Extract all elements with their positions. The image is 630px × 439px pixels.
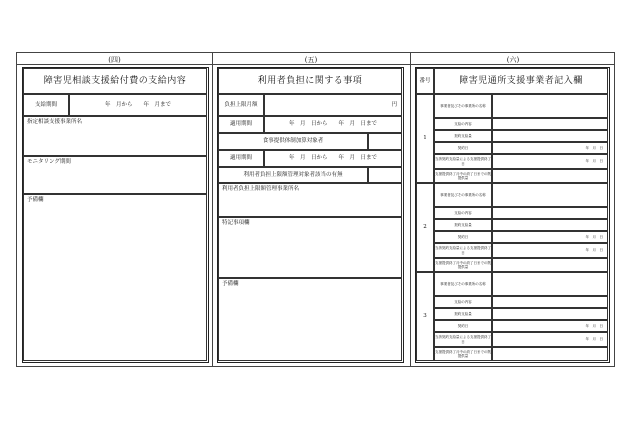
column-divider	[212, 53, 213, 366]
s6-amount-field[interactable]	[492, 219, 608, 231]
s5-notes-field[interactable]: 予備欄	[218, 278, 402, 361]
s6-confirm-field[interactable]	[492, 258, 608, 272]
s6-amount-label: 契約支給量	[434, 219, 492, 231]
s5-period2-label: 適用期間	[218, 150, 264, 167]
s5-meal-label: 食事提供体制加算対象者	[218, 133, 368, 150]
s6-confirm-field[interactable]	[492, 347, 608, 361]
s5-cap-field[interactable]: 円	[264, 94, 402, 116]
s6-amount-field[interactable]	[492, 130, 608, 142]
s6-end-field[interactable]: 年 月 日	[492, 154, 608, 169]
s6-content-field[interactable]	[492, 207, 608, 219]
s4-title: 障害児相談支援給付費の支給内容	[23, 68, 207, 94]
s6-name-field[interactable]	[492, 183, 608, 207]
s4-provider-field[interactable]: 指定相談支援事業所名	[23, 116, 207, 156]
s6-row-no: 1	[416, 94, 434, 183]
s6-col-no: 番号	[416, 68, 434, 94]
s5-mgmt-provider-field[interactable]: 利用者負担上限額管理事業所名	[218, 183, 402, 217]
s5-cap-label: 負担上限月額	[218, 94, 264, 116]
s5-period2-field[interactable]: 年 月 日から 年 月 日まで	[264, 150, 402, 167]
s6-confirm-label: 支援提供終了月中の終了日までの既提供量	[434, 258, 492, 272]
s6-content-label: 支給の内容	[434, 118, 492, 130]
s5-period-label: 適用期間	[218, 116, 264, 133]
s6-confirm-field[interactable]	[492, 169, 608, 183]
s6-name-label: 事業者及びその事業所の名称	[434, 183, 492, 207]
column-divider	[410, 53, 411, 366]
section-four-header: (四)	[108, 56, 121, 64]
s6-date-field[interactable]: 年 月 日	[492, 231, 608, 243]
s4-monitoring-field[interactable]: モニタリング期間	[23, 156, 207, 194]
s6-name-field[interactable]	[492, 94, 608, 118]
section-six-header: (六)	[506, 56, 520, 64]
s6-end-field[interactable]: 年 月 日	[492, 332, 608, 347]
section-five-header: (五)	[304, 56, 318, 64]
s6-content-field[interactable]	[492, 296, 608, 308]
s6-end-label: 当該契約支給量による支援提供終了日	[434, 154, 492, 169]
s5-mgmt-label: 利用者負担上限額管理対象者該当の有無	[218, 167, 368, 183]
s4-period-label: 支給期間	[23, 94, 69, 116]
s6-amount-field[interactable]	[492, 308, 608, 320]
s6-date-label: 契約日	[434, 320, 492, 332]
support-content-panel	[22, 67, 209, 363]
s5-meal-field[interactable]	[368, 133, 402, 150]
s6-amount-label: 契約支給量	[434, 308, 492, 320]
s6-title: 障害児通所支援事業者記入欄	[434, 68, 608, 94]
s6-date-field[interactable]: 年 月 日	[492, 320, 608, 332]
s6-confirm-label: 支援提供終了月中の終了日までの既提供量	[434, 169, 492, 183]
provider-entry-panel	[415, 67, 610, 363]
s5-special-field[interactable]: 特記事項欄	[218, 217, 402, 278]
s6-confirm-label: 支援提供終了月中の終了日までの既提供量	[434, 347, 492, 361]
s6-end-label: 当該契約支給量による支援提供終了日	[434, 243, 492, 258]
s6-name-label: 事業者及びその事業所の名称	[434, 272, 492, 296]
s6-content-label: 支給の内容	[434, 296, 492, 308]
s6-date-label: 契約日	[434, 231, 492, 243]
s6-row-no: 3	[416, 272, 434, 361]
s6-date-field[interactable]: 年 月 日	[492, 142, 608, 154]
s6-amount-label: 契約支給量	[434, 130, 492, 142]
s5-period-field[interactable]: 年 月 日から 年 月 日まで	[264, 116, 402, 133]
s6-content-field[interactable]	[492, 118, 608, 130]
s4-period-field[interactable]: 年 月から 年 月まで	[69, 94, 207, 116]
s6-content-label: 支給の内容	[434, 207, 492, 219]
user-burden-panel	[217, 67, 404, 363]
s6-end-field[interactable]: 年 月 日	[492, 243, 608, 258]
s6-row-no: 2	[416, 183, 434, 272]
s6-date-label: 契約日	[434, 142, 492, 154]
s4-notes-field[interactable]: 予備欄	[23, 194, 207, 361]
s5-mgmt-field[interactable]	[368, 167, 402, 183]
s6-end-label: 当該契約支給量による支援提供終了日	[434, 332, 492, 347]
form-sheet	[16, 52, 615, 367]
s6-name-field[interactable]	[492, 272, 608, 296]
s5-title: 利用者負担に関する事項	[218, 68, 402, 94]
s6-name-label: 事業者及びその事業所の名称	[434, 94, 492, 118]
